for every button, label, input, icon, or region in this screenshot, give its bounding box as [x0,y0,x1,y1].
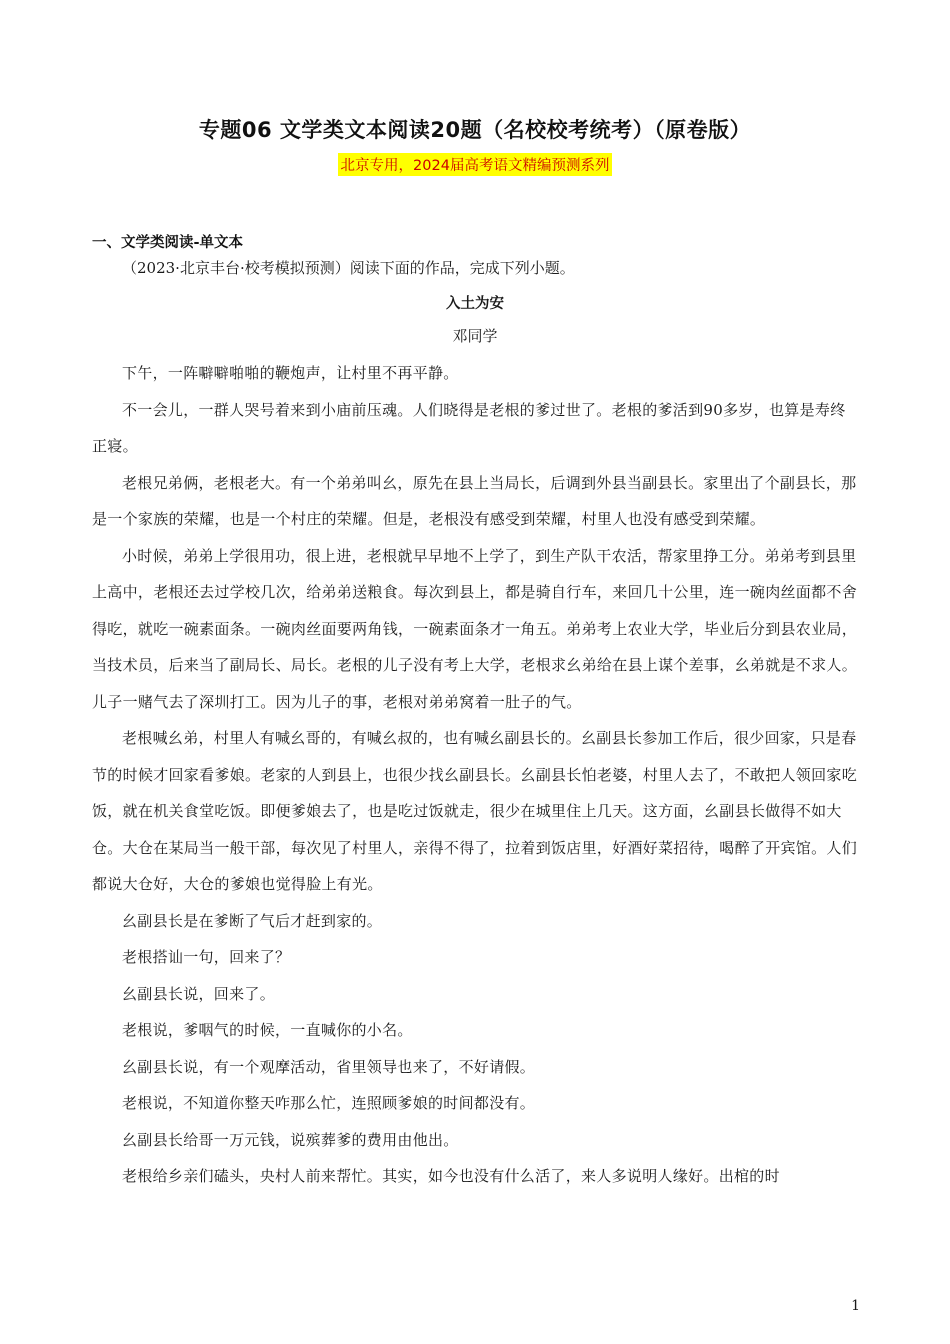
source-line: （2023·北京丰台·校考模拟预测）阅读下面的作品，完成下列小题。 [122,259,575,277]
paragraph: 幺副县长说，回来了。 [122,984,276,1003]
subtitle-wrapper [0,153,950,176]
paragraph: 幺副县长是在爹断了气后才赶到家的。 [122,911,383,930]
highlighted-subtitle: 北京专用，2024届高考语文精编预测系列 [338,153,613,176]
paragraph: 老根兄弟俩，老根老大。有一个弟弟叫幺，原先在县上当局长，后调到外县当副县长。家里出了个副县长，那是一个家族的荣耀，也是一个村庄的荣耀。但是，老根没有感受到荣耀，村里人也没有感受到荣耀。 [92,473,857,528]
paragraph: 老根说，爹咽气的时候，一直喊你的小名。 [122,1021,413,1039]
paragraph: 老根搭讪一句，回来了？ [122,948,291,966]
section-heading: 一、文学类阅读-单文本 [92,235,244,251]
paragraph: 下午，一阵噼噼啪啪的鞭炮声，让村里不再平静。 [122,364,459,382]
paragraph: 老根给乡亲们磕头，央村人前来帮忙。其实，如今也没有什么活了，来人多说明人缘好。出棺的时 [122,1167,780,1185]
paragraph: 老根说，不知道你整天咋那么忙，连照顾爹娘的时间都没有。 [122,1094,536,1112]
paragraph: 不一会儿，一群人哭号着来到小庙前压魂。人们晓得是老根的爹过世了。老根的爹活到90多岁，也算是寿终正寝。 [92,400,846,455]
article-title: 入土为安 [446,296,504,312]
paragraph: 幺副县长说，有一个观摩活动，省里领导也来了，不好请假。 [122,1057,536,1076]
paragraph: 小时候，弟弟上学很用功，很上进，老根就早早地不上学了，到生产队干农活，帮家里挣工分。弟弟考到县里上高中，老根还去过学校几次，给弟弟送粮食。每次到县上，都是骑自行车，来回几十公里，连一碗肉丝面都不舍得吃，就吃一碗素面条。一碗肉丝面要两角钱，一碗素面条才一角五。弟弟考上农业大学，毕业后分到县农业局，当技术员，后来当了副局长、局长。老根的儿子没有考上大学，老根求幺弟给在县上谋个差事，幺弟就是不求人。儿子一赌气去了深圳打工。因为儿子的事，老根对弟弟窝着一肚子的气。 [92,546,858,711]
article-author: 邓同学 [452,327,498,345]
document-title: 专题06 文学类文本阅读20题（名校校考统考）（原卷版） [198,118,752,142]
paragraph: 幺副县长给哥一万元钱，说殡葬爹的费用由他出。 [122,1130,459,1149]
article-body [92,355,858,1195]
page-number: 1 [851,1298,860,1314]
paragraph: 老根喊幺弟，村里人有喊幺哥的，有喊幺叔的，也有喊幺副县长的。幺副县长参加工作后，很少回家，只是春节的时候才回家看爹娘。老家的人到县上，也很少找幺副县长。幺副县长怕老婆，村里人去了，不敢把人领回家吃饭，就在机关食堂吃饭。即便爹娘去了，也是吃过饭就走，很少在城里住上几天。这方面，幺副县长做得不如大仓。大仓在某局当一般干部，每次见了村里人，亲得不得了，拉着到饭店里，好酒好菜招待，喝醉了开宾馆。人们都说大仓好，大仓的爹娘也觉得脸上有光。 [92,729,858,893]
